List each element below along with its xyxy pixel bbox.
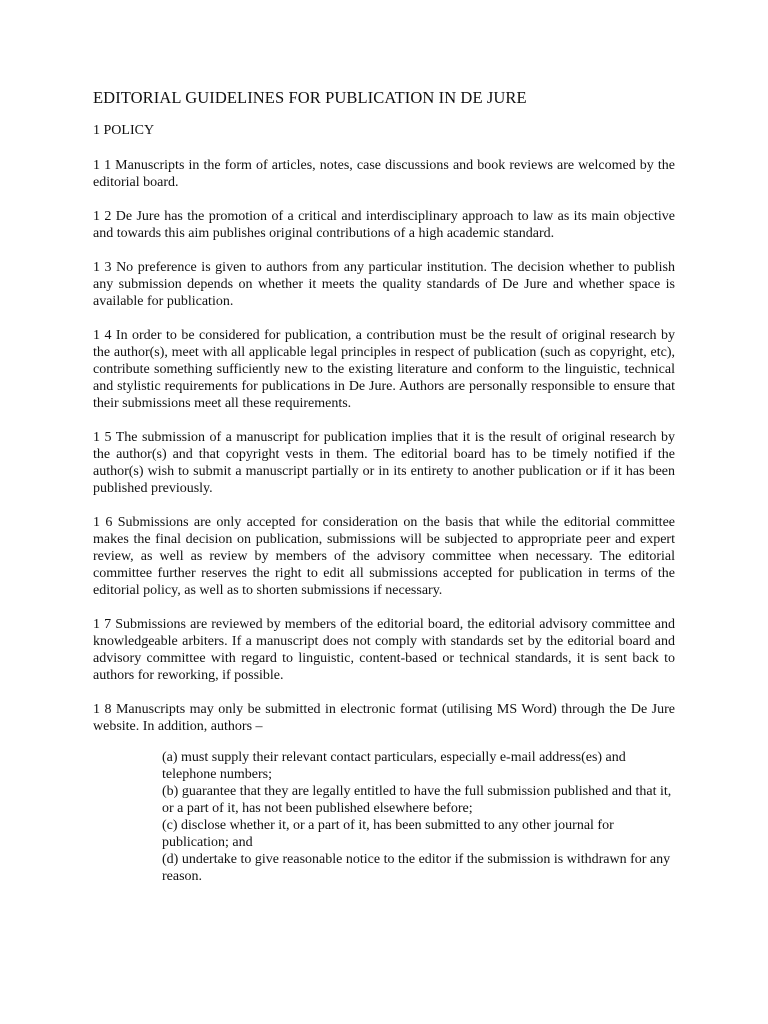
author-requirements-list: [93, 749, 676, 885]
list-item-b: (b) guarantee that they are legally entitled to have the full submission published and that it, or a part of it, has not been published elsewhere before;: [162, 784, 672, 816]
paragraph-1-4: 1 4 In order to be considered for publication, a contribution must be the result of original research by the author(s), meet with all applicable legal principles in respect of publication (such as copyright, etc), contribute something sufficiently new to the existing literature and conform to the linguistic, technical and stylistic requirements for publications in De Jure. Authors are personally responsible to ensure that their submissions meet all these requirements.: [93, 328, 675, 411]
paragraph-1-8: 1 8 Manuscripts may only be submitted in electronic format (utilising MS Word) through the De Jure website. In addition, authors –: [93, 702, 675, 734]
paragraph-1-6: 1 6 Submissions are only accepted for consideration on the basis that while the editorial committee makes the final decision on publication, submissions will be subjected to appropriate peer and expert review, as well as review by members of the advisory committee when necessary. The editorial committee further reserves the right to edit all submissions accepted for publication in terms of the editorial policy, as well as to shorten submissions if necessary.: [93, 515, 675, 598]
paragraph-1-2: 1 2 De Jure has the promotion of a critical and interdisciplinary approach to law as its main objective and towards this aim publishes original contributions of a high academic standard.: [93, 209, 675, 241]
list-item-d: (d) undertake to give reasonable notice to the editor if the submission is withdrawn for any reason.: [162, 852, 671, 884]
list-item-c: (c) disclose whether it, or a part of it, has been submitted to any other journal for publication; and: [162, 818, 614, 850]
paragraph-1-5: 1 5 The submission of a manuscript for publication implies that it is the result of original research by the author(s) and that copyright vests in them. The editorial board has to be timely notified if the author(s) wish to submit a manuscript partially or in its entirety to another publication or if it has been published previously.: [93, 430, 675, 496]
paragraph-1-7: 1 7 Submissions are reviewed by members of the editorial board, the editorial advisory committee and knowledgeable arbiters. If a manuscript does not comply with standards set by the editorial board and advisory committee with regard to linguistic, content-based or technical standards, it is sent back to authors for reworking, if possible.: [93, 617, 675, 683]
paragraph-1-3: 1 3 No preference is given to authors from any particular institution. The decision whether to publish any submission depends on whether it meets the quality standards of De Jure and whether space is available for publication.: [93, 260, 675, 309]
paragraph-1-1: 1 1 Manuscripts in the form of articles, notes, case discussions and book reviews are welcomed by the editorial board.: [93, 158, 675, 190]
list-item-a: (a) must supply their relevant contact particulars, especially e-mail address(es) and telephone numbers;: [162, 750, 626, 782]
document-title: EDITORIAL GUIDELINES FOR PUBLICATION IN DE JURE: [93, 88, 527, 107]
document-body: [93, 88, 675, 885]
section-heading: 1 POLICY: [93, 123, 155, 138]
